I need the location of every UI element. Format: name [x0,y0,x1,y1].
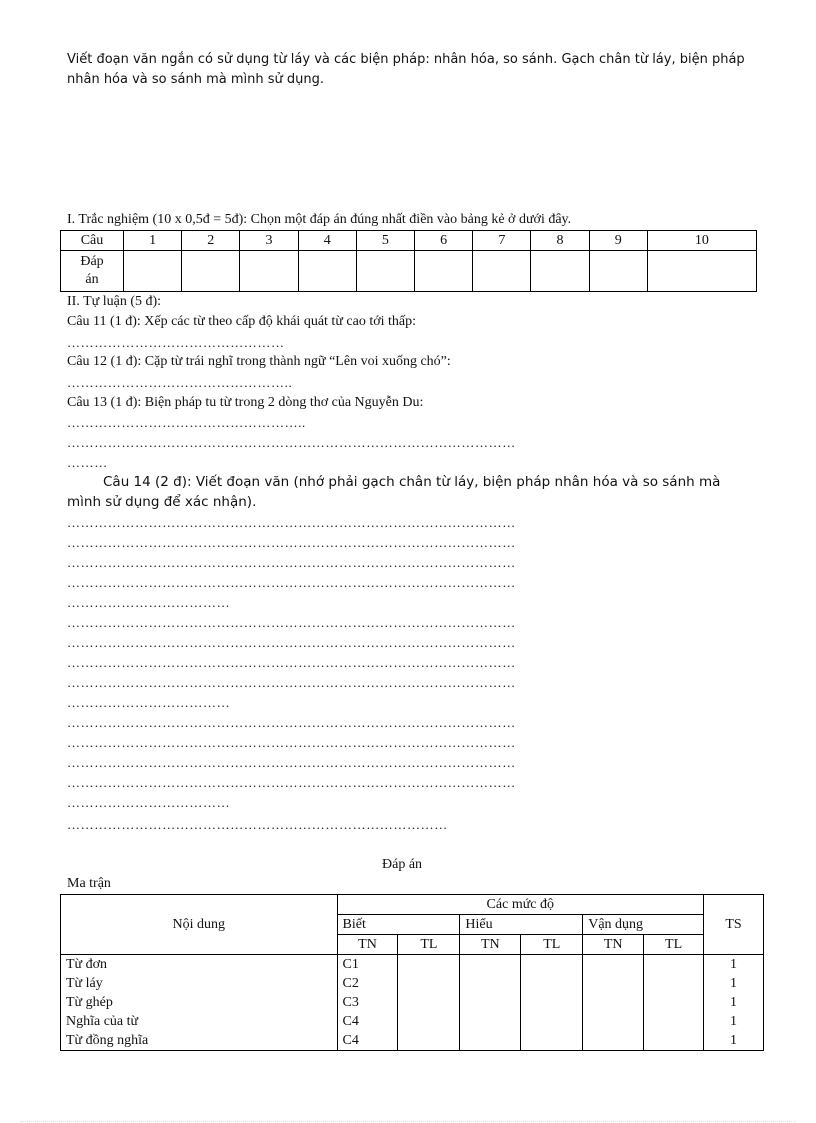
dotted-answer-line: ……………………………………………………………………………………… [67,755,516,770]
question-11: Câu 11 (1 đ): Xếp các từ theo cấp độ khái quát từ cao tới thấp: [67,314,417,329]
answer-label-line2: án [85,272,99,287]
answer-cell[interactable] [240,251,298,292]
question-12: Câu 12 (1 đ): Cặp từ trái nghĩ trong thành ngữ “Lên voi xuống chó”: [67,354,451,369]
row-total: 1 [704,993,764,1012]
tl-header: TL [644,935,704,955]
dotted-answer-line: ……………………………………………………………………………………… [67,555,516,570]
question-number-cell: 4 [298,231,356,251]
question-number-cell: 1 [124,231,182,251]
question-number-cell: 3 [240,231,298,251]
question-label-cell: Câu [61,231,124,251]
dotted-answer-line: ……………………………… [67,595,231,610]
answer-cell[interactable] [647,251,756,292]
row-content: Từ láy [61,974,338,993]
tl-header: TL [521,935,583,955]
table-row [61,974,764,993]
dotted-answer-line: ……………………………………………………………………………………… [67,775,516,790]
dotted-answer-line: ……………………………… [67,695,231,710]
row-total: 1 [704,955,764,975]
matrix-label: Ma trận [67,876,111,891]
level-vandung-header: Vận dụng [583,915,704,935]
question-13: Câu 13 (1 đ): Biện pháp tu từ trong 2 dòng thơ của Nguyễn Du: [67,395,424,410]
table-row [61,1031,764,1051]
answer-label-cell [61,251,124,292]
dotted-answer-line: ……………………………………………………………………………………… [67,655,516,670]
table-row [61,1012,764,1031]
answer-cell[interactable] [589,251,647,292]
question-number-cell: 5 [356,231,414,251]
dotted-answer-line: ……………………………… [67,795,231,810]
section-1-heading: I. Trắc nghiệm (10 x 0,5đ = 5đ): Chọn một đáp án đúng nhất điền vào bảng kẻ ở dưới đây. [67,212,572,227]
dotted-answer-line: ……………………………………………………………………………………… [67,715,516,730]
question-number-cell: 8 [531,231,589,251]
total-header: TS [704,895,764,955]
table-row [61,993,764,1012]
row-total: 1 [704,1012,764,1031]
row-content: Từ đồng nghĩa [61,1031,338,1051]
answer-key-title: Đáp án [382,857,423,872]
dotted-answer-line: ………………………………………… [67,335,285,350]
row-biet-tn: C2 [337,974,398,993]
dotted-answer-line: ……………………………………………………………………………………… [67,635,516,650]
answer-cell[interactable] [182,251,240,292]
level-hieu-header: Hiểu [460,915,583,935]
tn-header: TN [460,935,521,955]
tn-header: TN [583,935,644,955]
answer-cell[interactable] [531,251,589,292]
question-number-cell: 9 [589,231,647,251]
dotted-answer-line: ………………………………………………………………………… [67,817,448,832]
row-content: Từ ghép [61,993,338,1012]
question-14-line2: mình sử dụng để xác nhận). [67,494,257,510]
section-2-heading: II. Tự luận (5 đ): [67,294,162,309]
answer-cell[interactable] [415,251,473,292]
row-biet-tn: C4 [337,1031,398,1051]
tn-header: TN [337,935,398,955]
row-biet-tn: C3 [337,993,398,1012]
answer-grid-header-row [61,231,757,251]
question-number-cell: 6 [415,231,473,251]
matrix-table [60,894,764,1051]
table-row [61,955,764,975]
dotted-answer-line: ……………………………………………………………………………………… [67,615,516,630]
dotted-answer-line: ……………………………………………………………………………………… [67,435,516,450]
levels-header: Các mức độ [337,895,703,915]
intro-paragraph: Viết đoạn văn ngắn có sử dụng từ láy và các biện pháp: nhân hóa, so sánh. Gạch chân từ láy, biện pháp nhân hóa và so sánh mà mình sử dụng. [67,52,745,87]
dotted-answer-line: ……………………………………………………………………………………… [67,535,516,550]
dotted-answer-line: ……………………………………………………………………………………… [67,515,516,530]
question-number-cell: 10 [647,231,756,251]
row-content: Nghĩa của từ [61,1012,338,1031]
content-header: Nội dung [61,895,338,955]
tl-header: TL [398,935,460,955]
answer-cell[interactable] [356,251,414,292]
dotted-answer-line: ……………………………………………………………………………………… [67,675,516,690]
answer-cell[interactable] [124,251,182,292]
answer-cell[interactable] [473,251,531,292]
dotted-answer-line: …………………………………………….. [67,415,306,430]
dotted-answer-line: ……… [67,455,108,470]
question-14-line1: Câu 14 (2 đ): Viết đoạn văn (nhớ phải gạch chân từ láy, biện pháp nhân hóa và so sánh mà [103,474,721,490]
answer-grid-table [60,230,757,292]
dotted-answer-line: ……………………………………………………………………………………… [67,575,516,590]
answer-grid-answer-row [61,251,757,292]
question-number-cell: 2 [182,231,240,251]
page-bottom-divider [20,1121,796,1122]
level-biet-header: Biết [337,915,460,935]
question-number-cell: 7 [473,231,531,251]
answer-label-line1: Đáp [80,254,104,269]
row-biet-tn: C1 [337,955,398,975]
dotted-answer-line: ……………………………………………………………………………………… [67,735,516,750]
row-total: 1 [704,1031,764,1051]
dotted-answer-line: ………………………………………….. [67,375,293,390]
row-content: Từ đơn [61,955,338,975]
row-biet-tn: C4 [337,1012,398,1031]
row-total: 1 [704,974,764,993]
answer-cell[interactable] [298,251,356,292]
